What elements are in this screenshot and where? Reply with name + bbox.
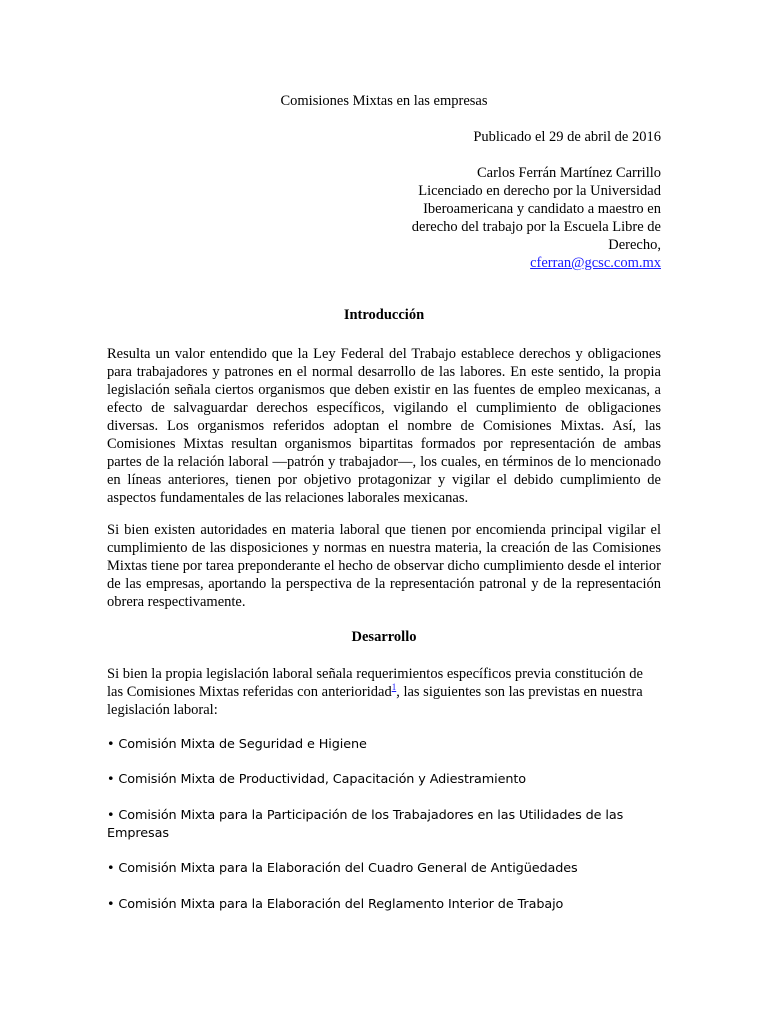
intro-paragraph-2: Si bien existen autoridades en materia laboral que tienen por encomienda principal vigilar el cumplimiento de las disposiciones y normas en nuestra materia, la creación de las Comisiones Mixtas tiene por tarea preponderante el hecho de observar dicho cumplimiento desde el interior de las empresas, aportando la perspectiva de la representación patronal y de la representación obrera respectivamente.	[107, 522, 661, 610]
author-credentials-line: derecho del trabajo por la Escuela Libre de	[411, 219, 661, 235]
development-text-before: Si bien la propia legislación laboral señala requerimientos específicos previa constitución de las Comisiones Mixtas referidas con anterioridad	[107, 666, 643, 700]
author-credentials-line: Licenciado en derecho por la Universidad	[418, 183, 661, 199]
list-item: • Comisión Mixta para la Elaboración del Reglamento Interior de Trabajo	[107, 897, 564, 912]
footnote-link[interactable]: 1	[391, 682, 397, 693]
list-item: • Comisión Mixta para la Participación de los Trabajadores en las Utilidades de las Empresas	[107, 808, 624, 841]
list-item: • Comisión Mixta de Seguridad e Higiene	[107, 737, 367, 752]
author-credentials-line: Iberoamericana y candidato a maestro en	[423, 201, 661, 217]
intro-heading: Introducción	[343, 307, 425, 323]
author-credentials-line: Derecho,	[608, 237, 661, 253]
author-email-link[interactable]: cferran@gcsc.com.mx	[530, 255, 661, 271]
list-item: • Comisión Mixta de Productividad, Capacitación y Adiestramiento	[107, 772, 527, 787]
development-paragraph	[107, 665, 661, 719]
development-text-after: , las siguientes son las previstas en nuestra legislación laboral:	[107, 684, 643, 718]
author-block	[341, 164, 661, 272]
document-title: Comisiones Mixtas en las empresas	[280, 93, 488, 109]
author-name: Carlos Ferrán Martínez Carrillo	[476, 165, 661, 181]
development-heading: Desarrollo	[351, 629, 417, 645]
intro-paragraph-1: Resulta un valor entendido que la Ley Federal del Trabajo establece derechos y obligaciones para trabajadores y patrones en el normal desarrollo de las labores. En este sentido, la propia legislación señala ciertos organismos que deben existir en las fuentes de empleo mexicanas, a efecto de salvaguardar derechos específicos, vigilando el cumplimiento de obligaciones diversas. Los organismos referidos adoptan el nombre de Comisiones Mixtas. Así, las Comisiones Mixtas resultan organismos bipartitas formados por representación de ambas partes de la relación laboral —patrón y trabajador—, los cuales, en términos de lo mencionado en líneas anteriores, tienen por objetivo protagonizar y vigilar el debido cumplimiento de aspectos fundamentales de las relaciones laborales mexicanas.	[107, 346, 661, 506]
publication-date: Publicado el 29 de abril de 2016	[473, 129, 661, 145]
list-item: • Comisión Mixta para la Elaboración del Cuadro General de Antigüedades	[107, 861, 578, 876]
